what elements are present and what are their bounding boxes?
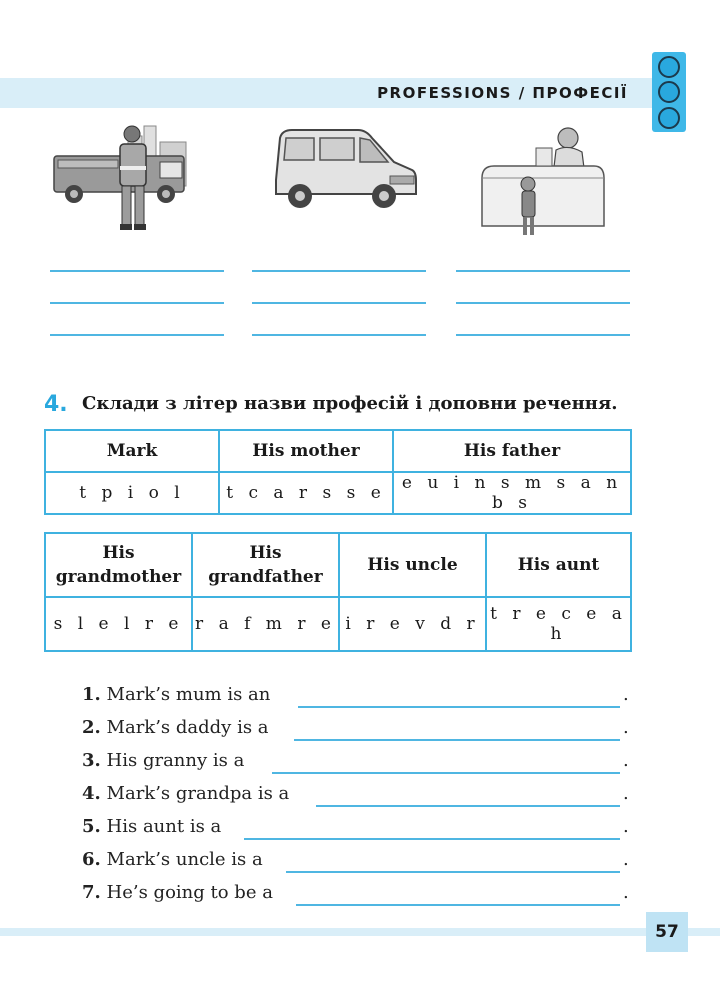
page-number: 57 [646, 912, 688, 952]
sentence-text: Mark’s grandpa is a [106, 783, 290, 804]
van-picture [270, 124, 420, 216]
sentence-item [82, 816, 629, 844]
sentence-answer-line[interactable] [244, 838, 620, 840]
marker-dot [658, 107, 680, 129]
section-marker [652, 52, 686, 132]
task-number: 4. [44, 392, 68, 417]
sentence-number: 2. [82, 717, 101, 738]
table-header-line: grandfather [208, 567, 323, 587]
sentence-text: Mark’s daddy is a [106, 717, 269, 738]
sentence-period: . [623, 750, 629, 771]
answer-line[interactable] [456, 302, 630, 304]
table-header: His father [393, 430, 631, 472]
footer-band [0, 928, 720, 936]
sentence-period: . [623, 849, 629, 870]
sentence-answer-line[interactable] [316, 805, 620, 807]
table-header [45, 533, 192, 597]
scrambled-letters: t r e c e a h [486, 597, 631, 651]
table-header: His uncle [339, 533, 486, 597]
scrambled-letters: t p i o l [45, 472, 219, 514]
sentence-item [82, 750, 629, 778]
sentence-number: 5. [82, 816, 101, 837]
answer-line[interactable] [456, 270, 630, 272]
sentence-item [82, 684, 629, 712]
sentence-number: 4. [82, 783, 101, 804]
table-header: His aunt [486, 533, 631, 597]
letters-table-1 [44, 429, 632, 515]
scrambled-letters: i r e v d r [339, 597, 486, 651]
table-header-line: His [249, 543, 282, 563]
table-header [192, 533, 339, 597]
sentence-answer-line[interactable] [286, 871, 620, 873]
sentence-item [82, 783, 629, 811]
answer-line[interactable] [252, 302, 426, 304]
table-header: Mark [45, 430, 219, 472]
sentence-item [82, 882, 629, 910]
sentence-number: 3. [82, 750, 101, 771]
answer-line[interactable] [456, 334, 630, 336]
sentence-period: . [623, 783, 629, 804]
table-header: His mother [219, 430, 393, 472]
sentence-number: 7. [82, 882, 101, 903]
scrambled-letters: t c a r s s e [219, 472, 393, 514]
sentence-text: His granny is a [106, 750, 245, 771]
sentence-text: His aunt is a [106, 816, 222, 837]
sentence-answer-line[interactable] [272, 772, 620, 774]
section-title: PROFESSIONS / ПРОФЕСІЇ [377, 84, 628, 102]
sentence-text: Mark’s uncle is a [106, 849, 263, 870]
sentence-item [82, 849, 629, 877]
task-instruction: Склади з літер назви професій і доповни речення. [82, 393, 618, 414]
sentence-answer-line[interactable] [294, 739, 620, 741]
scrambled-letters: e u i n s m s a n b s [393, 472, 631, 514]
answer-line[interactable] [252, 334, 426, 336]
answer-line[interactable] [50, 270, 224, 272]
sentence-text: Mark’s mum is an [106, 684, 271, 705]
sentence-answer-line[interactable] [296, 904, 620, 906]
marker-dot [658, 56, 680, 78]
shop-assistant-picture [478, 124, 608, 240]
answer-line[interactable] [252, 270, 426, 272]
sentence-number: 6. [82, 849, 101, 870]
sentence-number: 1. [82, 684, 101, 705]
sentence-period: . [623, 684, 629, 705]
marker-dot [658, 81, 680, 103]
table-header-line: His [102, 543, 135, 563]
sentence-period: . [623, 717, 629, 738]
firefighter-picture [48, 122, 198, 234]
scrambled-letters: r a f m r e [192, 597, 339, 651]
sentence-answer-line[interactable] [298, 706, 620, 708]
answer-line[interactable] [50, 334, 224, 336]
sentence-item [82, 717, 629, 745]
answer-line[interactable] [50, 302, 224, 304]
letters-table-2 [44, 532, 632, 652]
sentence-period: . [623, 882, 629, 903]
sentence-text: He’s going to be a [106, 882, 273, 903]
sentence-period: . [623, 816, 629, 837]
table-header-line: grandmother [55, 567, 182, 587]
scrambled-letters: s l e l r e [45, 597, 192, 651]
